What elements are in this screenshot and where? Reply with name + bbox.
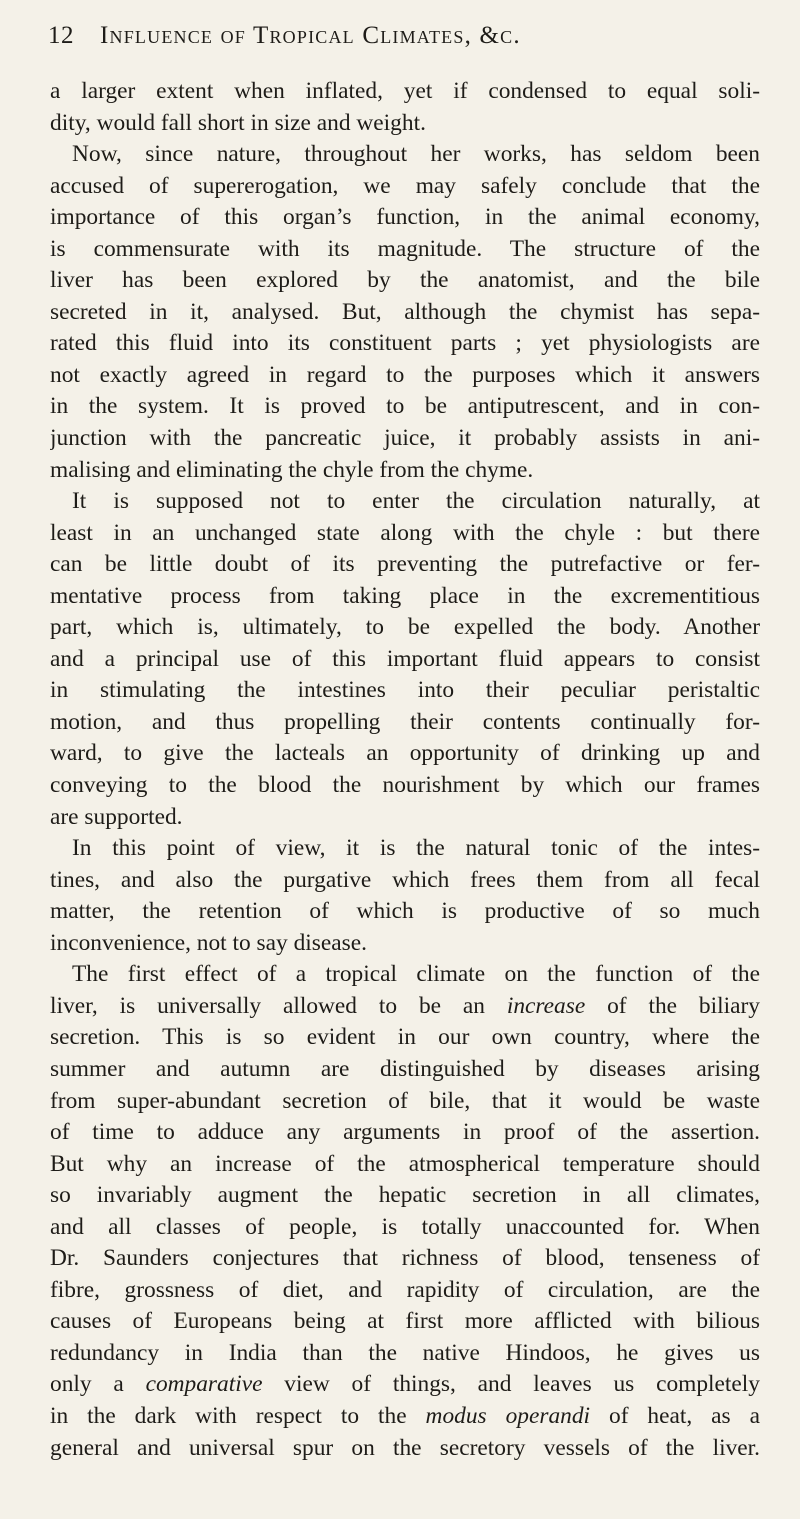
text-line: secreted in it, analysed. But, although the chymist has sepa-: [50, 298, 760, 325]
italic-term: modus operandi: [425, 1402, 591, 1429]
text-line: from super-abundant secretion of bile, that it would be waste: [50, 1087, 760, 1114]
text-line: only a comparative view of things, and leaves us completely: [50, 1371, 760, 1398]
text-line: secretion. This is so evident in our own country, where the: [50, 1024, 760, 1051]
text-line: inconvenience, not to say disease.: [50, 929, 367, 956]
page-number: 12: [48, 22, 74, 49]
text-line: can be little doubt of its preventing the putrefactive or fer-: [50, 551, 760, 578]
text-line: least in an unchanged state along with the chyle : but there: [50, 519, 760, 546]
text-line: so invariably augment the hepatic secretion in all climates,: [50, 1182, 760, 1209]
text-line: conveying to the blood the nourishment by which our frames: [50, 772, 760, 799]
text-line: motion, and thus propelling their contents continually for-: [50, 708, 760, 735]
text-line: In this point of view, it is the natural tonic of the intes-: [72, 835, 760, 862]
text-line: are supported.: [50, 803, 183, 830]
text-line: Now, since nature, throughout her works, has seldom been: [72, 141, 760, 168]
body-text: [50, 76, 760, 1464]
text-line: fibre, grossness of diet, and rapidity of circulation, are the: [50, 1276, 760, 1303]
text-line: causes of Europeans being at first more afflicted with bilious: [50, 1308, 760, 1335]
text-line: It is supposed not to enter the circulation naturally, at: [72, 488, 760, 515]
text-line: malising and eliminating the chyle from the chyme.: [50, 456, 534, 483]
text-line: dity, would fall short in size and weight.: [50, 109, 426, 136]
text-line: Dr. Saunders conjectures that richness of blood, tenseness of: [50, 1245, 760, 1272]
text-line: summer and autumn are distinguished by diseases arising: [50, 1055, 760, 1082]
text-line: in the system. It is proved to be antiputrescent, and in con-: [50, 393, 760, 420]
text-line: ward, to give the lacteals an opportunity of drinking up and: [50, 740, 760, 767]
text-line: part, which is, ultimately, to be expelled the body. Another: [50, 614, 760, 641]
text-line: liver, is universally allowed to be an increase of the biliary: [50, 992, 760, 1019]
text-line: a larger extent when inflated, yet if condensed to equal soli-: [50, 78, 760, 104]
text-line: in the dark with respect to the modus operandi of heat, as a: [50, 1402, 760, 1429]
italic-term: comparative: [145, 1371, 263, 1398]
text-line: is commensurate with its magnitude. The structure of the: [50, 235, 760, 262]
text-line: accused of supererogation, we may safely conclude that the: [50, 172, 760, 199]
text-line: and all classes of people, is totally unaccounted for. When: [50, 1213, 760, 1240]
text-line: rated this fluid into its constituent parts ; yet physiologists are: [50, 330, 760, 357]
text-line: matter, the retention of which is productive of so much: [50, 898, 760, 925]
text-line: mentative process from taking place in the excrementitious: [50, 582, 760, 609]
text-line: in stimulating the intestines into their peculiar peristaltic: [50, 677, 760, 704]
running-head: [48, 22, 760, 56]
text-line: liver has been explored by the anatomist, and the bile: [50, 267, 760, 294]
text-line: importance of this organ’s function, in the animal economy,: [50, 204, 760, 231]
running-title: Influence of Tropical Climates, &c.: [100, 22, 521, 49]
text-line: But why an increase of the atmospherical temperature should: [50, 1150, 760, 1177]
text-line: general and universal spur on the secretory vessels of the liver.: [50, 1434, 760, 1461]
text-line: tines, and also the purgative which frees them from all fecal: [50, 866, 760, 893]
italic-term: increase: [506, 992, 586, 1019]
text-line: not exactly agreed in regard to the purposes which it answers: [50, 361, 760, 388]
text-line: redundancy in India than the native Hindoos, he gives us: [50, 1339, 760, 1366]
text-line: junction with the pancreatic juice, it probably assists in ani-: [50, 425, 760, 452]
text-line: and a principal use of this important fluid appears to consist: [50, 645, 760, 672]
text-line: The first effect of a tropical climate on the function of the: [72, 961, 760, 988]
text-line: of time to adduce any arguments in proof of the assertion.: [50, 1119, 760, 1146]
